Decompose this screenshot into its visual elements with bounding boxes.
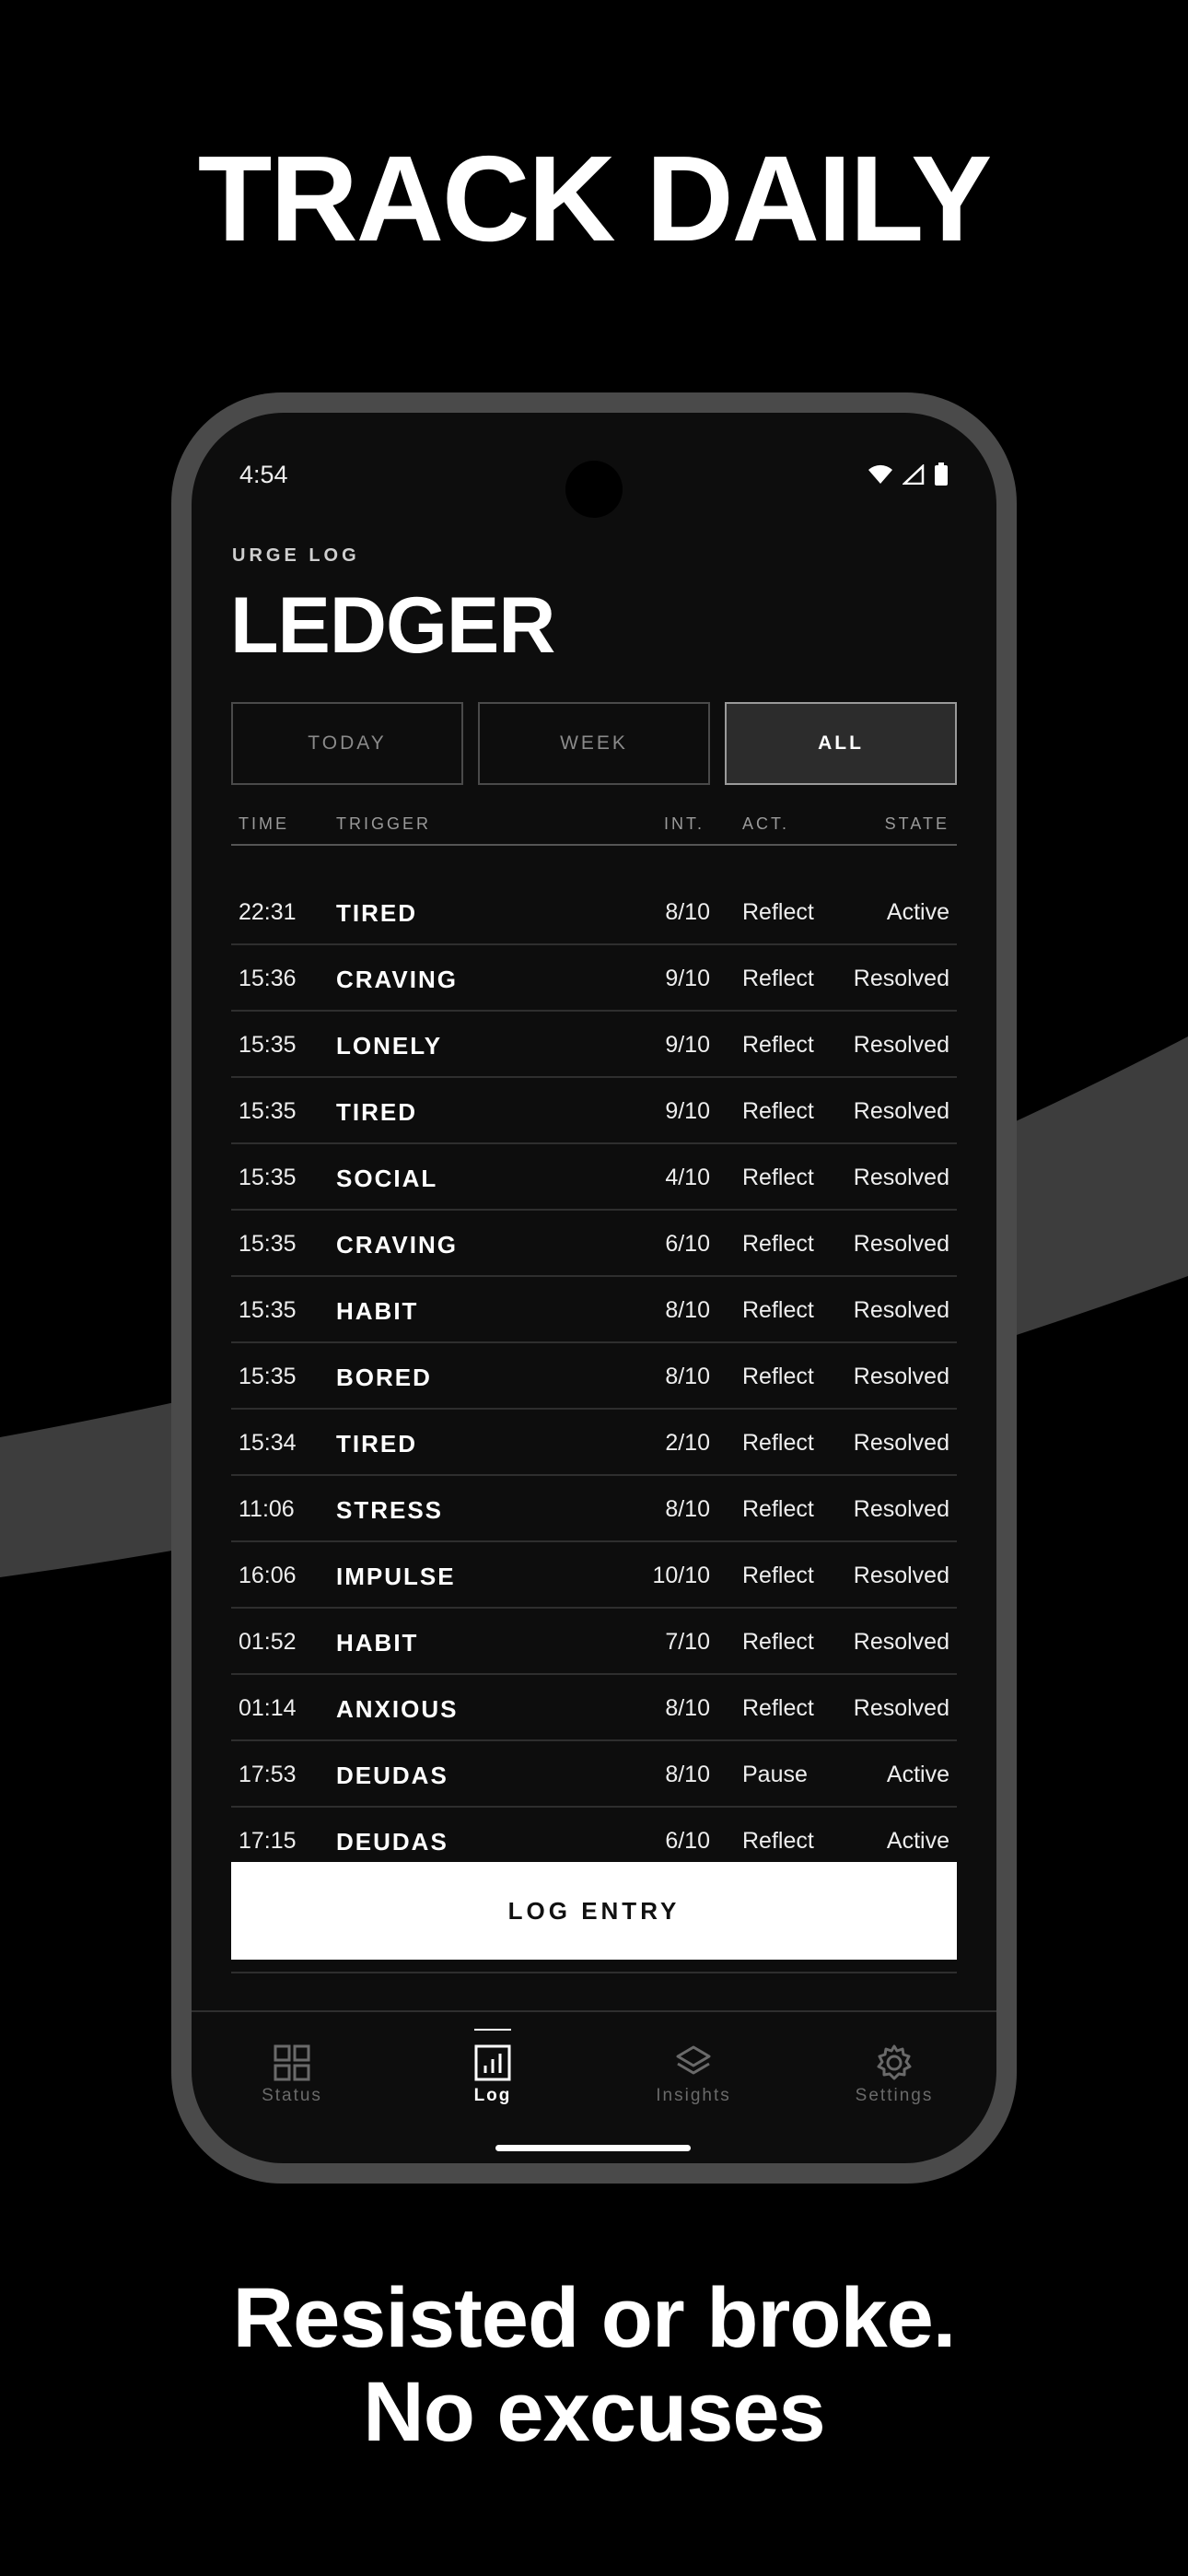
phone-frame [171, 392, 1017, 2184]
row-state: Active [886, 899, 949, 925]
nav-log-label: Log [473, 2086, 512, 2105]
row-trigger: ANXIOUS [336, 1695, 459, 1723]
nav-log[interactable] [392, 2012, 593, 2123]
row-intensity: 8/10 [665, 1762, 710, 1787]
row-intensity: 2/10 [665, 1430, 710, 1456]
row-intensity: 7/10 [665, 1629, 710, 1655]
row-time: 01:14 [239, 1695, 297, 1721]
row-trigger: SOCIAL [336, 1165, 438, 1192]
filter-all-button[interactable]: ALL [725, 702, 957, 785]
row-action: Reflect [742, 1364, 814, 1389]
row-action: Reflect [742, 1496, 814, 1522]
row-intensity: 8/10 [665, 1496, 710, 1522]
filter-today-button[interactable]: TODAY [231, 702, 463, 785]
row-state: Resolved [853, 1231, 949, 1257]
row-state: Resolved [853, 1364, 949, 1389]
table-row[interactable] [231, 1078, 957, 1144]
row-trigger: HABIT [336, 1629, 419, 1657]
row-action: Reflect [742, 1297, 814, 1323]
promo-tagline [0, 2271, 1188, 2459]
table-row[interactable] [231, 1741, 957, 1808]
row-action: Reflect [742, 1032, 814, 1058]
row-intensity: 9/10 [665, 1098, 710, 1124]
divider [231, 1972, 957, 1973]
log-entry-button[interactable]: LOG ENTRY [231, 1862, 957, 1960]
row-time: 11:06 [239, 1496, 295, 1522]
row-state: Resolved [853, 1563, 949, 1588]
row-state: Active [886, 1762, 949, 1787]
row-time: 15:35 [239, 1032, 297, 1058]
row-trigger: DEUDAS [336, 1828, 448, 1856]
row-time: 15:35 [239, 1364, 297, 1389]
ledger-table [231, 879, 957, 1874]
nav-settings-label: Settings [855, 2086, 934, 2105]
row-trigger: DEUDAS [336, 1762, 448, 1789]
nav-settings[interactable] [794, 2012, 995, 2123]
active-indicator [474, 2029, 511, 2031]
row-action: Pause [742, 1762, 808, 1787]
status-icons [868, 463, 949, 486]
row-action: Reflect [742, 966, 814, 991]
row-action: Reflect [742, 1098, 814, 1124]
row-action: Reflect [742, 1563, 814, 1588]
status-time: 4:54 [239, 461, 288, 488]
row-trigger: TIRED [336, 1098, 417, 1126]
row-state: Resolved [853, 966, 949, 991]
row-trigger: CRAVING [336, 966, 458, 993]
row-trigger: HABIT [336, 1297, 419, 1325]
header-action: ACT. [742, 814, 790, 833]
row-state: Resolved [853, 1695, 949, 1721]
row-action: Reflect [742, 899, 814, 925]
header-intensity: INT. [664, 814, 705, 833]
row-action: Reflect [742, 1231, 814, 1257]
row-trigger: STRESS [336, 1496, 444, 1524]
row-intensity: 8/10 [665, 1364, 710, 1389]
table-row[interactable] [231, 945, 957, 1012]
period-filter [231, 702, 957, 789]
row-time: 16:06 [239, 1563, 297, 1588]
row-intensity: 6/10 [665, 1231, 710, 1257]
row-state: Active [886, 1828, 949, 1854]
promo-headline: TRACK DAILY [197, 131, 991, 266]
table-row[interactable] [231, 1144, 957, 1211]
row-time: 15:34 [239, 1430, 297, 1456]
header-time: TIME [239, 814, 289, 833]
row-state: Resolved [853, 1297, 949, 1323]
row-time: 17:15 [239, 1828, 297, 1854]
camera-cutout [565, 461, 623, 518]
row-action: Reflect [742, 1695, 814, 1721]
table-row[interactable] [231, 1277, 957, 1343]
nav-status[interactable] [192, 2012, 392, 2123]
row-state: Resolved [853, 1430, 949, 1456]
row-trigger: TIRED [336, 899, 417, 927]
header-trigger: TRIGGER [336, 814, 432, 833]
row-time: 15:35 [239, 1297, 297, 1323]
row-time: 22:31 [239, 899, 297, 925]
row-intensity: 9/10 [665, 966, 710, 991]
bar-chart-icon [473, 2043, 512, 2082]
row-time: 15:36 [239, 966, 297, 991]
table-row[interactable] [231, 1609, 957, 1675]
row-intensity: 9/10 [665, 1032, 710, 1058]
table-row[interactable] [231, 1476, 957, 1542]
table-row[interactable] [231, 1675, 957, 1741]
row-intensity: 8/10 [665, 899, 710, 925]
row-intensity: 4/10 [665, 1165, 710, 1190]
app-screen [192, 413, 996, 2163]
table-row[interactable] [231, 1211, 957, 1277]
battery-icon [934, 463, 949, 486]
row-time: 01:52 [239, 1629, 297, 1655]
nav-status-label: Status [262, 2086, 322, 2105]
bottom-nav [192, 2010, 996, 2163]
home-indicator[interactable] [495, 2145, 691, 2151]
tagline-line-1: Resisted or broke. [232, 2271, 956, 2365]
row-intensity: 8/10 [665, 1695, 710, 1721]
row-time: 17:53 [239, 1762, 297, 1787]
row-action: Reflect [742, 1165, 814, 1190]
row-action: Reflect [742, 1430, 814, 1456]
row-intensity: 8/10 [665, 1297, 710, 1323]
row-action: Reflect [742, 1629, 814, 1655]
screen-eyebrow: URGE LOG [232, 545, 360, 566]
row-state: Resolved [853, 1165, 949, 1190]
gear-icon [875, 2043, 914, 2082]
nav-insights-label: Insights [656, 2086, 731, 2105]
row-state: Resolved [853, 1032, 949, 1058]
page-title: LEDGER [230, 581, 555, 670]
table-row[interactable] [231, 1012, 957, 1078]
filter-week-button[interactable]: WEEK [478, 702, 710, 785]
row-trigger: IMPULSE [336, 1563, 456, 1590]
row-time: 15:35 [239, 1231, 297, 1257]
row-trigger: TIRED [336, 1430, 417, 1458]
row-trigger: BORED [336, 1364, 432, 1391]
layers-icon [674, 2043, 713, 2082]
row-trigger: CRAVING [336, 1231, 458, 1259]
table-row[interactable] [231, 1410, 957, 1476]
table-header [231, 807, 957, 846]
table-row[interactable] [231, 879, 957, 945]
nav-insights[interactable] [593, 2012, 794, 2123]
signal-icon [903, 464, 925, 485]
header-state: STATE [884, 814, 949, 833]
table-row[interactable] [231, 1343, 957, 1410]
row-action: Reflect [742, 1828, 814, 1854]
row-state: Resolved [853, 1098, 949, 1124]
wifi-icon [868, 464, 893, 485]
row-state: Resolved [853, 1496, 949, 1522]
table-row[interactable] [231, 1542, 957, 1609]
row-time: 15:35 [239, 1098, 297, 1124]
grid-icon [273, 2043, 311, 2082]
row-time: 15:35 [239, 1165, 297, 1190]
row-trigger: LONELY [336, 1032, 443, 1060]
row-intensity: 10/10 [652, 1563, 710, 1588]
tagline-line-2: No excuses [363, 2365, 825, 2459]
row-intensity: 6/10 [665, 1828, 710, 1854]
row-state: Resolved [853, 1629, 949, 1655]
